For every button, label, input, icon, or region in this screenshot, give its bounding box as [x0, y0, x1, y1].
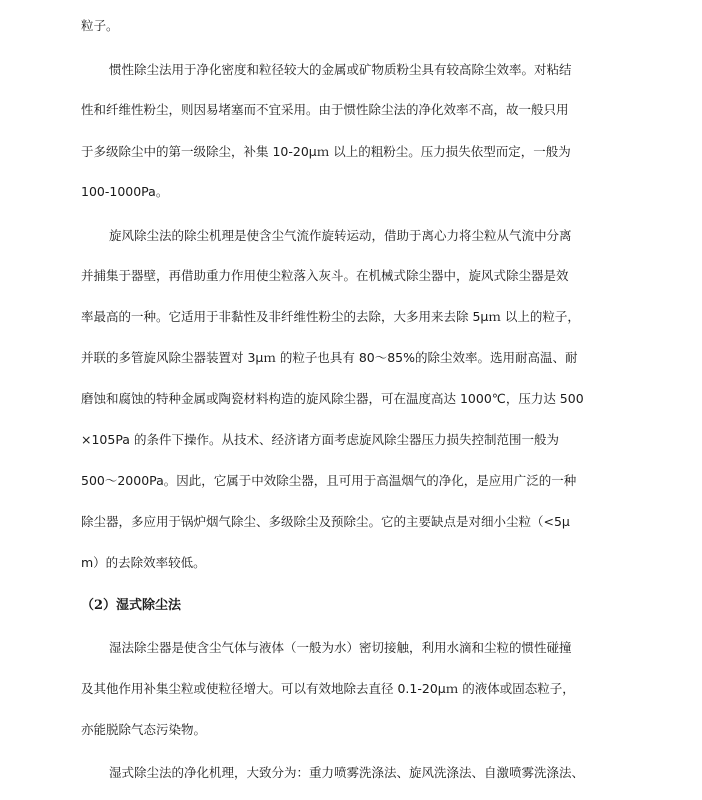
text-line: ×105Pa 的条件下操作。从技术、经济诸方面考虑旋风除尘器压力损失控制范围一般为	[81, 432, 559, 447]
text-line: 除尘器，多应用于锅炉烟气除尘、多级除尘及预除尘。它的主要缺点是对细小尘粒（<5μ	[81, 514, 570, 529]
paragraph-first-line: 旋风除尘法的除尘机理是使含尘气流作旋转运动，借助于离心力将尘粒从气流中分离	[109, 228, 572, 243]
text-line: 率最高的一种。它适用于非黏性及非纤维性粉尘的去除，大多用来去除 5μｍ 以上的粒子，	[81, 309, 580, 324]
text-line: 磨蚀和腐蚀的特种金属或陶瓷材料构造的旋风除尘器，可在温度高达 1000℃，压力达 500	[81, 391, 584, 406]
text-line: 500～2000Pa。因此，它属于中效除尘器，且可用于高温烟气的净化，是应用广泛的一种	[81, 473, 577, 488]
text-line: 亦能脱除气态污染物。	[81, 722, 207, 737]
text-line: 于多级除尘中的第一级除尘，补集 10-20μｍ 以上的粗粉尘。压力损失依型而定，一般为	[81, 144, 571, 159]
paragraph-first-line: 湿式除尘法的净化机理，大致分为：重力喷雾洗涤法、旋风洗涤法、自激喷雾洗涤法、	[109, 765, 585, 780]
text-line: 性和纤维性粉尘，则因易堵塞而不宜采用。由于惯性除尘法的净化效率不高，故一般只用	[81, 102, 569, 117]
text-line: 及其他作用补集尘粒或使粒径增大。可以有效地除去直径 0.1-20μｍ 的液体或固态粒子，	[81, 681, 575, 696]
text-line: 粒子。	[81, 18, 119, 33]
section-heading: （2）湿式除尘法	[81, 598, 182, 613]
text-line: 并捕集于器壁，再借助重力作用使尘粒落入灰斗。在机械式除尘器中，旋风式除尘器是效	[81, 268, 569, 283]
text-line: 100-1000Pa。	[81, 184, 169, 199]
text-line: m）的去除效率较低。	[81, 555, 206, 570]
text-line: 并联的多管旋风除尘器装置对 3μｍ 的粒子也具有 80～85%的除尘效率。选用耐高温、耐	[81, 350, 578, 365]
paragraph-first-line: 惯性除尘法用于净化密度和粒径较大的金属或矿物质粉尘具有较高除尘效率。对粘结	[109, 62, 572, 77]
paragraph-first-line: 湿法除尘器是使含尘气体与液体（一般为水）密切接触，利用水滴和尘粒的惯性碰撞	[109, 640, 572, 655]
